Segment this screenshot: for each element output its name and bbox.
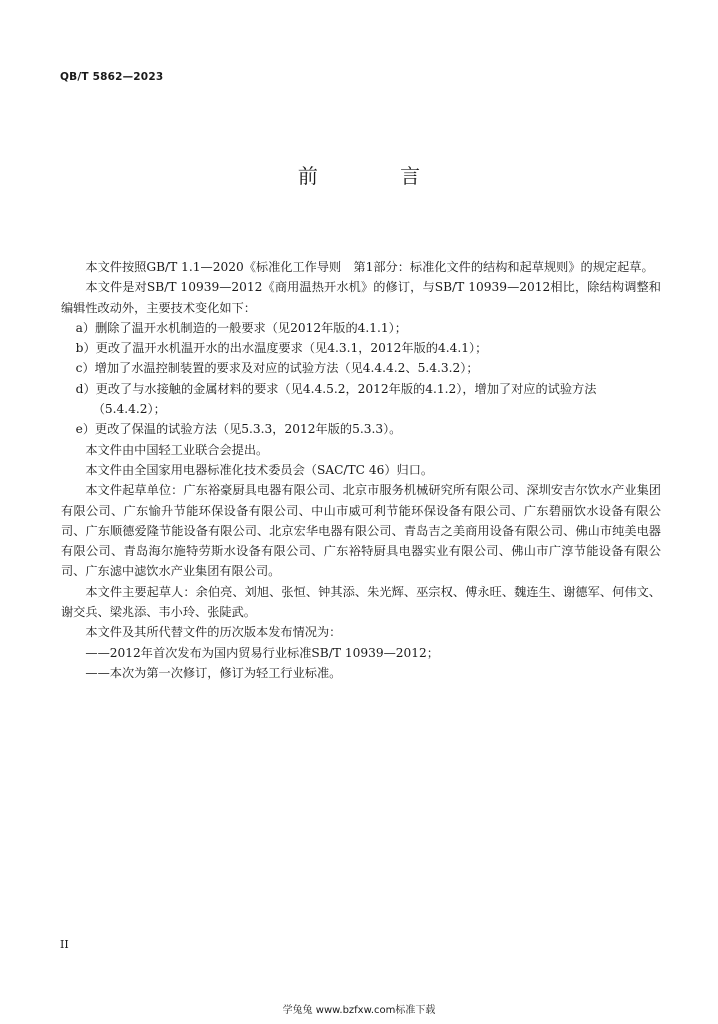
foreword-body (61, 257, 661, 683)
page-number: II (60, 938, 69, 951)
change-item-c: c）增加了水温控制装置的要求及对应的试验方法（见4.4.4.2、5.4.3.2）； (75, 361, 479, 376)
change-item-e: e）更改了保温的试验方法（见5.3.3，2012年版的5.3.3）。 (75, 422, 402, 437)
paragraph-drafting-rule: 本文件按照GB/T 1.1—2020《标准化工作导则 第1部分：标准化文件的结构和起草规则》的规定起草。 (85, 260, 654, 274)
change-item-d: d）更改了与水接触的金属材料的要求（见4.4.5.2，2012年版的4.1.2），增加了对应的试验方法（5.4.4.2）； (75, 381, 597, 417)
history-item-2: ——本次为第一次修订，修订为轻工行业标准。 (85, 665, 342, 680)
paragraph-committee: 本文件由全国家用电器标准化技术委员会（SAC/TC 46）归口。 (85, 462, 434, 477)
change-item-b: b）更改了温开水机温开水的出水温度要求（见4.3.1，2012年版的4.4.1）； (75, 341, 488, 356)
paragraph-history-intro: 本文件及其所代替文件的历次版本发布情况为： (85, 625, 342, 640)
page-title: 前 言 (297, 164, 459, 188)
standard-code: QB/T 5862—2023 (60, 71, 164, 83)
paragraph-drafting-units: 本文件起草单位：广东裕豪厨具电器有限公司、北京市服务机械研究所有限公司、深圳安吉尔饮水产业集团有限公司、广东愉升节能环保设备有限公司、中山市威可利节能环保设备有限公司、广东碧丽饮水设备有限公司、广东顺德爱隆节能设备有限公司、北京宏华电器有限公司、青岛吉之美商用设备有限公司、佛山市纯美电器有限公司、青岛海尔施特劳斯水设备有限公司、广东裕特厨具电器实业有限公司、佛山市广淳节能设备有限公司、广东滤中滤饮水产业集团有限公司。 (61, 483, 661, 579)
paragraph-proposer: 本文件由中国轻工业联合会提出。 (85, 442, 269, 457)
paragraph-drafters: 本文件主要起草人：余伯亮、刘旭、张恒、钟其添、朱光辉、巫宗权、傅永旺、魏连生、谢德军、何伟文、谢交兵、梁兆添、韦小玲、张陡武。 (61, 584, 661, 620)
footer-watermark-text: 学兔兔 www.bzfxw.com标准下载 (282, 1005, 436, 1016)
history-item-1: ——2012年首次发布为国内贸易行业标准SB/T 10939—2012； (85, 645, 439, 660)
change-item-a: a）删除了温开水机制造的一般要求（见2012年版的4.1.1）； (75, 320, 407, 335)
paragraph-revision: 本文件是对SB/T 10939—2012《商用温热开水机》的修订，与SB/T 10939—2012相比，除结构调整和编辑性改动外，主要技术变化如下： (61, 280, 661, 315)
